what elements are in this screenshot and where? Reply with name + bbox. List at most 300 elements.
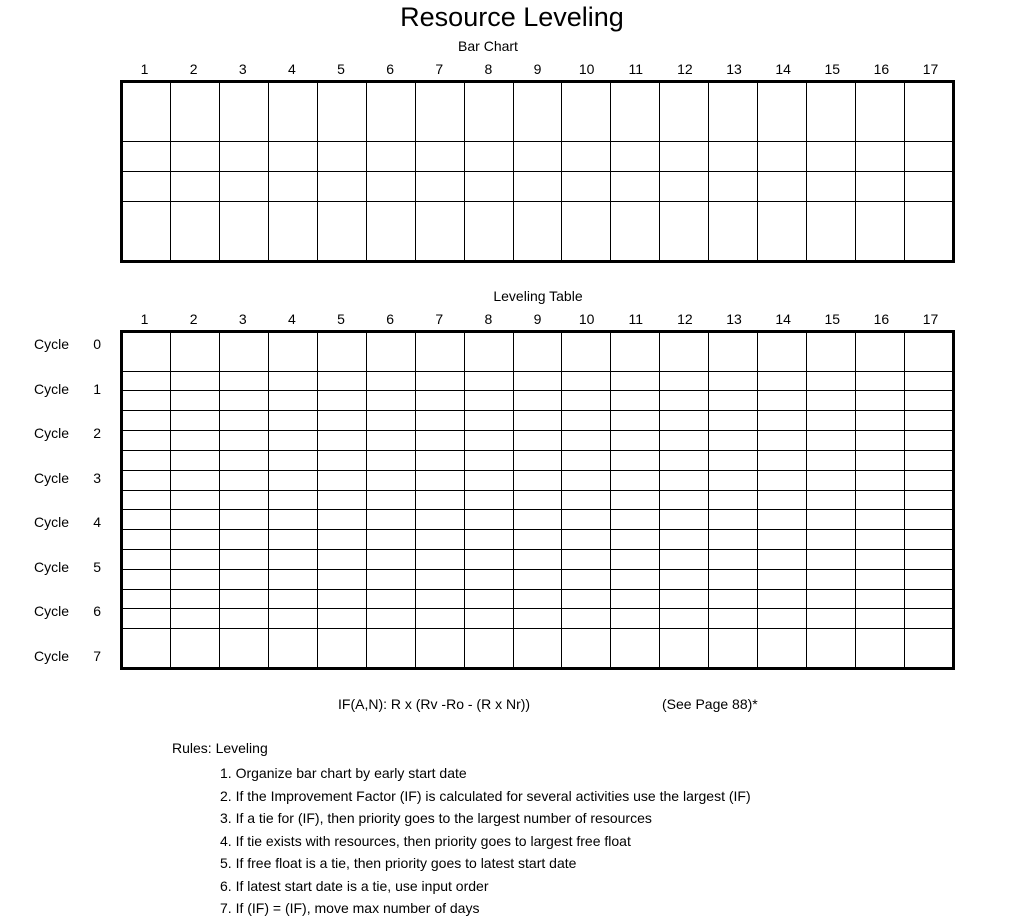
bar-chart-cell[interactable]	[758, 82, 807, 142]
leveling-table-cell[interactable]	[758, 332, 807, 372]
leveling-table-cell[interactable]	[268, 549, 317, 569]
leveling-table-cell[interactable]	[856, 470, 905, 490]
leveling-table-cell[interactable]	[905, 371, 954, 391]
leveling-table-cell[interactable]	[856, 450, 905, 470]
leveling-table-cell[interactable]	[807, 510, 856, 530]
leveling-table-cell[interactable]	[366, 569, 415, 589]
leveling-table-cell[interactable]	[268, 450, 317, 470]
leveling-table-cell[interactable]	[905, 510, 954, 530]
leveling-table-cell[interactable]	[415, 371, 464, 391]
leveling-table-cell[interactable]	[170, 589, 219, 609]
leveling-table-cell[interactable]	[366, 470, 415, 490]
leveling-table-cell[interactable]	[660, 431, 709, 451]
leveling-table-cell[interactable]	[464, 411, 513, 431]
bar-chart-cell[interactable]	[122, 142, 171, 172]
bar-chart-cell[interactable]	[464, 202, 513, 262]
leveling-table-cell[interactable]	[317, 530, 366, 550]
bar-chart-cell[interactable]	[513, 82, 562, 142]
leveling-table-cell[interactable]	[268, 431, 317, 451]
leveling-table-cell[interactable]	[660, 391, 709, 411]
leveling-table-cell[interactable]	[807, 411, 856, 431]
leveling-table-cell[interactable]	[807, 470, 856, 490]
leveling-table-cell[interactable]	[758, 490, 807, 510]
leveling-table-cell[interactable]	[611, 371, 660, 391]
leveling-table-cell[interactable]	[219, 431, 268, 451]
leveling-table-cell[interactable]	[122, 411, 171, 431]
leveling-table-cell[interactable]	[170, 530, 219, 550]
leveling-table-cell[interactable]	[415, 589, 464, 609]
leveling-table-cell[interactable]	[366, 431, 415, 451]
leveling-table-cell[interactable]	[366, 371, 415, 391]
leveling-table-cell[interactable]	[268, 470, 317, 490]
leveling-table-cell[interactable]	[709, 530, 758, 550]
leveling-table-cell[interactable]	[807, 371, 856, 391]
bar-chart-cell[interactable]	[415, 172, 464, 202]
leveling-table-cell[interactable]	[219, 569, 268, 589]
leveling-table-cell[interactable]	[856, 549, 905, 569]
leveling-table-cell[interactable]	[122, 371, 171, 391]
leveling-table-cell[interactable]	[758, 569, 807, 589]
leveling-table-cell[interactable]	[758, 549, 807, 569]
leveling-table-cell[interactable]	[660, 510, 709, 530]
leveling-table-cell[interactable]	[415, 629, 464, 669]
bar-chart-cell[interactable]	[219, 202, 268, 262]
leveling-table-cell[interactable]	[317, 411, 366, 431]
leveling-table-cell[interactable]	[709, 371, 758, 391]
leveling-table-cell[interactable]	[317, 371, 366, 391]
leveling-table-cell[interactable]	[562, 431, 611, 451]
leveling-table-cell[interactable]	[660, 371, 709, 391]
leveling-table-cell[interactable]	[905, 530, 954, 550]
leveling-table-cell[interactable]	[268, 411, 317, 431]
leveling-table-cell[interactable]	[758, 431, 807, 451]
leveling-table-cell[interactable]	[611, 431, 660, 451]
leveling-table-cell[interactable]	[219, 510, 268, 530]
bar-chart-cell[interactable]	[856, 82, 905, 142]
leveling-table-cell[interactable]	[415, 609, 464, 629]
bar-chart-cell[interactable]	[709, 172, 758, 202]
leveling-table-cell[interactable]	[464, 391, 513, 411]
leveling-table-cell[interactable]	[807, 391, 856, 411]
leveling-table-cell[interactable]	[464, 569, 513, 589]
leveling-table-cell[interactable]	[219, 609, 268, 629]
leveling-table-cell[interactable]	[856, 332, 905, 372]
bar-chart-cell[interactable]	[562, 82, 611, 142]
bar-chart-cell[interactable]	[317, 172, 366, 202]
leveling-table-cell[interactable]	[268, 629, 317, 669]
leveling-table-cell[interactable]	[709, 609, 758, 629]
bar-chart-cell[interactable]	[562, 202, 611, 262]
leveling-table-cell[interactable]	[415, 470, 464, 490]
leveling-table-cell[interactable]	[366, 411, 415, 431]
leveling-table-cell[interactable]	[170, 470, 219, 490]
leveling-table-cell[interactable]	[856, 411, 905, 431]
leveling-table-cell[interactable]	[464, 332, 513, 372]
bar-chart-cell[interactable]	[758, 172, 807, 202]
leveling-table-cell[interactable]	[562, 629, 611, 669]
leveling-table-cell[interactable]	[905, 450, 954, 470]
leveling-table-cell[interactable]	[170, 609, 219, 629]
leveling-table-cell[interactable]	[268, 371, 317, 391]
leveling-table-cell[interactable]	[660, 549, 709, 569]
leveling-table-cell[interactable]	[122, 391, 171, 411]
bar-chart-cell[interactable]	[611, 142, 660, 172]
leveling-table-cell[interactable]	[562, 490, 611, 510]
bar-chart-cell[interactable]	[905, 172, 954, 202]
bar-chart-cell[interactable]	[562, 172, 611, 202]
leveling-table-cell[interactable]	[317, 609, 366, 629]
bar-chart-cell[interactable]	[170, 172, 219, 202]
leveling-table-cell[interactable]	[513, 391, 562, 411]
leveling-table-cell[interactable]	[709, 490, 758, 510]
leveling-table-cell[interactable]	[366, 332, 415, 372]
bar-chart-cell[interactable]	[317, 142, 366, 172]
leveling-table-cell[interactable]	[807, 609, 856, 629]
bar-chart-cell[interactable]	[317, 82, 366, 142]
bar-chart-cell[interactable]	[611, 82, 660, 142]
leveling-table-cell[interactable]	[464, 371, 513, 391]
leveling-table-cell[interactable]	[807, 332, 856, 372]
leveling-table-cell[interactable]	[219, 371, 268, 391]
leveling-table-cell[interactable]	[317, 510, 366, 530]
leveling-table-cell[interactable]	[709, 391, 758, 411]
leveling-table-cell[interactable]	[709, 450, 758, 470]
leveling-table-cell[interactable]	[170, 629, 219, 669]
leveling-table-cell[interactable]	[219, 450, 268, 470]
leveling-table-cell[interactable]	[513, 589, 562, 609]
bar-chart-cell[interactable]	[219, 142, 268, 172]
leveling-table-cell[interactable]	[562, 450, 611, 470]
leveling-table-cell[interactable]	[268, 609, 317, 629]
bar-chart-cell[interactable]	[415, 202, 464, 262]
leveling-table-cell[interactable]	[905, 549, 954, 569]
leveling-table-cell[interactable]	[366, 450, 415, 470]
leveling-table-cell[interactable]	[660, 589, 709, 609]
leveling-table-cell[interactable]	[709, 332, 758, 372]
leveling-table-cell[interactable]	[317, 470, 366, 490]
bar-chart-cell[interactable]	[562, 142, 611, 172]
leveling-table-cell[interactable]	[219, 332, 268, 372]
leveling-table-cell[interactable]	[758, 609, 807, 629]
bar-chart-cell[interactable]	[758, 202, 807, 262]
leveling-table-cell[interactable]	[122, 470, 171, 490]
leveling-table-cell[interactable]	[758, 530, 807, 550]
leveling-table-cell[interactable]	[660, 569, 709, 589]
leveling-table-cell[interactable]	[513, 629, 562, 669]
bar-chart-cell[interactable]	[122, 172, 171, 202]
bar-chart-cell[interactable]	[513, 202, 562, 262]
leveling-table-cell[interactable]	[366, 609, 415, 629]
leveling-table-cell[interactable]	[513, 490, 562, 510]
bar-chart-cell[interactable]	[122, 82, 171, 142]
bar-chart-cell[interactable]	[415, 82, 464, 142]
leveling-table-cell[interactable]	[415, 490, 464, 510]
leveling-table-cell[interactable]	[856, 371, 905, 391]
leveling-table-cell[interactable]	[122, 490, 171, 510]
leveling-table-cell[interactable]	[758, 450, 807, 470]
leveling-table-cell[interactable]	[170, 490, 219, 510]
leveling-table-cell[interactable]	[562, 371, 611, 391]
leveling-table-cell[interactable]	[122, 530, 171, 550]
leveling-table-cell[interactable]	[464, 490, 513, 510]
bar-chart-cell[interactable]	[268, 202, 317, 262]
bar-chart-cell[interactable]	[660, 82, 709, 142]
leveling-table-cell[interactable]	[317, 549, 366, 569]
leveling-table-cell[interactable]	[513, 332, 562, 372]
leveling-table-cell[interactable]	[170, 510, 219, 530]
leveling-table-cell[interactable]	[268, 332, 317, 372]
leveling-table-cell[interactable]	[170, 450, 219, 470]
leveling-table-cell[interactable]	[122, 569, 171, 589]
leveling-table-cell[interactable]	[758, 411, 807, 431]
leveling-table-cell[interactable]	[611, 470, 660, 490]
bar-chart-cell[interactable]	[268, 82, 317, 142]
leveling-table-cell[interactable]	[122, 431, 171, 451]
leveling-table-cell[interactable]	[513, 530, 562, 550]
bar-chart-cell[interactable]	[317, 202, 366, 262]
leveling-table-cell[interactable]	[905, 470, 954, 490]
leveling-table-cell[interactable]	[268, 391, 317, 411]
leveling-table-cell[interactable]	[562, 549, 611, 569]
leveling-table-cell[interactable]	[709, 629, 758, 669]
bar-chart-cell[interactable]	[807, 82, 856, 142]
leveling-table-cell[interactable]	[366, 549, 415, 569]
bar-chart-cell[interactable]	[709, 202, 758, 262]
bar-chart-cell[interactable]	[122, 202, 171, 262]
leveling-table-cell[interactable]	[611, 332, 660, 372]
bar-chart-cell[interactable]	[219, 172, 268, 202]
bar-chart-cell[interactable]	[709, 82, 758, 142]
bar-chart-cell[interactable]	[268, 142, 317, 172]
leveling-table-cell[interactable]	[170, 332, 219, 372]
leveling-table-cell[interactable]	[709, 549, 758, 569]
leveling-table-cell[interactable]	[660, 450, 709, 470]
leveling-table-cell[interactable]	[611, 629, 660, 669]
leveling-table-cell[interactable]	[170, 411, 219, 431]
leveling-table-cell[interactable]	[807, 490, 856, 510]
leveling-table-cell[interactable]	[415, 411, 464, 431]
leveling-table-cell[interactable]	[611, 609, 660, 629]
leveling-table-cell[interactable]	[219, 470, 268, 490]
leveling-table-cell[interactable]	[562, 332, 611, 372]
leveling-table-cell[interactable]	[611, 490, 660, 510]
leveling-table-cell[interactable]	[122, 450, 171, 470]
leveling-table-cell[interactable]	[856, 510, 905, 530]
leveling-table-cell[interactable]	[611, 530, 660, 550]
leveling-table-cell[interactable]	[366, 530, 415, 550]
leveling-table-cell[interactable]	[905, 411, 954, 431]
bar-chart-cell[interactable]	[905, 202, 954, 262]
leveling-table-cell[interactable]	[807, 450, 856, 470]
leveling-table-cell[interactable]	[807, 431, 856, 451]
leveling-table-cell[interactable]	[513, 431, 562, 451]
bar-chart-cell[interactable]	[660, 202, 709, 262]
leveling-table-cell[interactable]	[317, 569, 366, 589]
leveling-table-cell[interactable]	[856, 609, 905, 629]
leveling-table-cell[interactable]	[513, 569, 562, 589]
leveling-table-cell[interactable]	[660, 490, 709, 510]
leveling-table-cell[interactable]	[562, 510, 611, 530]
leveling-table-cell[interactable]	[709, 510, 758, 530]
bar-chart-cell[interactable]	[366, 142, 415, 172]
leveling-table-cell[interactable]	[268, 530, 317, 550]
leveling-table-cell[interactable]	[856, 629, 905, 669]
leveling-table-cell[interactable]	[905, 609, 954, 629]
leveling-table-cell[interactable]	[611, 510, 660, 530]
leveling-table-cell[interactable]	[122, 629, 171, 669]
leveling-table-cell[interactable]	[513, 470, 562, 490]
leveling-table-cell[interactable]	[807, 569, 856, 589]
leveling-table-cell[interactable]	[366, 490, 415, 510]
leveling-table-cell[interactable]	[219, 391, 268, 411]
leveling-table-cell[interactable]	[219, 530, 268, 550]
leveling-table-cell[interactable]	[611, 569, 660, 589]
leveling-table-cell[interactable]	[122, 609, 171, 629]
leveling-table-cell[interactable]	[758, 371, 807, 391]
bar-chart-cell[interactable]	[513, 142, 562, 172]
bar-chart-cell[interactable]	[660, 142, 709, 172]
bar-chart-cell[interactable]	[464, 172, 513, 202]
leveling-table-cell[interactable]	[268, 569, 317, 589]
leveling-table-cell[interactable]	[170, 569, 219, 589]
bar-chart-cell[interactable]	[807, 172, 856, 202]
leveling-table-cell[interactable]	[758, 391, 807, 411]
leveling-table-cell[interactable]	[122, 510, 171, 530]
leveling-table-cell[interactable]	[513, 450, 562, 470]
leveling-table-cell[interactable]	[415, 431, 464, 451]
leveling-table-cell[interactable]	[170, 371, 219, 391]
bar-chart-cell[interactable]	[856, 172, 905, 202]
leveling-table-cell[interactable]	[709, 589, 758, 609]
leveling-table-cell[interactable]	[562, 470, 611, 490]
leveling-table-cell[interactable]	[807, 629, 856, 669]
leveling-table-cell[interactable]	[709, 470, 758, 490]
leveling-table-cell[interactable]	[366, 510, 415, 530]
bar-chart-cell[interactable]	[366, 82, 415, 142]
leveling-table-cell[interactable]	[219, 490, 268, 510]
leveling-table-cell[interactable]	[611, 411, 660, 431]
leveling-table-cell[interactable]	[464, 510, 513, 530]
leveling-table-cell[interactable]	[905, 629, 954, 669]
leveling-table-cell[interactable]	[366, 589, 415, 609]
leveling-table-cell[interactable]	[905, 589, 954, 609]
leveling-table-cell[interactable]	[856, 391, 905, 411]
leveling-table-cell[interactable]	[856, 530, 905, 550]
leveling-table-cell[interactable]	[415, 450, 464, 470]
leveling-table-cell[interactable]	[758, 510, 807, 530]
leveling-table-cell[interactable]	[562, 391, 611, 411]
leveling-table-cell[interactable]	[807, 549, 856, 569]
leveling-table-cell[interactable]	[366, 629, 415, 669]
leveling-table-cell[interactable]	[415, 332, 464, 372]
bar-chart-cell[interactable]	[709, 142, 758, 172]
bar-chart-cell[interactable]	[513, 172, 562, 202]
leveling-table-cell[interactable]	[219, 549, 268, 569]
bar-chart-cell[interactable]	[170, 142, 219, 172]
leveling-table-cell[interactable]	[905, 569, 954, 589]
leveling-table-cell[interactable]	[317, 629, 366, 669]
leveling-table-cell[interactable]	[415, 391, 464, 411]
leveling-table-cell[interactable]	[856, 569, 905, 589]
leveling-table-cell[interactable]	[268, 510, 317, 530]
leveling-table-cell[interactable]	[905, 391, 954, 411]
leveling-table-cell[interactable]	[611, 391, 660, 411]
bar-chart-cell[interactable]	[660, 172, 709, 202]
leveling-table-cell[interactable]	[317, 589, 366, 609]
leveling-table-cell[interactable]	[758, 589, 807, 609]
leveling-table-cell[interactable]	[562, 589, 611, 609]
leveling-table-cell[interactable]	[219, 411, 268, 431]
leveling-table-cell[interactable]	[905, 431, 954, 451]
leveling-table-cell[interactable]	[905, 332, 954, 372]
bar-chart-cell[interactable]	[366, 202, 415, 262]
leveling-table-cell[interactable]	[317, 450, 366, 470]
leveling-table-cell[interactable]	[415, 549, 464, 569]
leveling-table-cell[interactable]	[464, 609, 513, 629]
leveling-table-cell[interactable]	[513, 371, 562, 391]
leveling-table-cell[interactable]	[709, 431, 758, 451]
leveling-table-cell[interactable]	[219, 629, 268, 669]
leveling-table-cell[interactable]	[513, 510, 562, 530]
leveling-table-cell[interactable]	[464, 470, 513, 490]
bar-chart-cell[interactable]	[856, 202, 905, 262]
leveling-table-cell[interactable]	[464, 450, 513, 470]
bar-chart-cell[interactable]	[366, 172, 415, 202]
leveling-table-cell[interactable]	[122, 589, 171, 609]
bar-chart-cell[interactable]	[807, 142, 856, 172]
bar-chart-cell[interactable]	[611, 172, 660, 202]
leveling-table-cell[interactable]	[562, 411, 611, 431]
leveling-table-cell[interactable]	[464, 589, 513, 609]
leveling-table-cell[interactable]	[660, 332, 709, 372]
bar-chart-cell[interactable]	[905, 142, 954, 172]
leveling-table-cell[interactable]	[513, 411, 562, 431]
leveling-table-cell[interactable]	[905, 490, 954, 510]
leveling-table-cell[interactable]	[513, 549, 562, 569]
leveling-table-cell[interactable]	[170, 391, 219, 411]
leveling-table-cell[interactable]	[170, 431, 219, 451]
leveling-table-cell[interactable]	[660, 609, 709, 629]
leveling-table-cell[interactable]	[807, 530, 856, 550]
leveling-table-cell[interactable]	[709, 411, 758, 431]
bar-chart-cell[interactable]	[464, 142, 513, 172]
leveling-table-cell[interactable]	[513, 609, 562, 629]
leveling-table-cell[interactable]	[317, 391, 366, 411]
leveling-table-cell[interactable]	[122, 332, 171, 372]
leveling-table-cell[interactable]	[856, 431, 905, 451]
leveling-table-cell[interactable]	[856, 490, 905, 510]
leveling-table-cell[interactable]	[464, 629, 513, 669]
bar-chart-cell[interactable]	[170, 202, 219, 262]
leveling-table-cell[interactable]	[660, 629, 709, 669]
leveling-table-cell[interactable]	[317, 431, 366, 451]
leveling-table-cell[interactable]	[415, 569, 464, 589]
leveling-table-cell[interactable]	[219, 589, 268, 609]
leveling-table-cell[interactable]	[415, 530, 464, 550]
leveling-table-cell[interactable]	[611, 549, 660, 569]
leveling-table-cell[interactable]	[464, 431, 513, 451]
leveling-table-cell[interactable]	[758, 470, 807, 490]
leveling-table-cell[interactable]	[268, 589, 317, 609]
bar-chart-cell[interactable]	[611, 202, 660, 262]
bar-chart-cell[interactable]	[415, 142, 464, 172]
bar-chart-cell[interactable]	[758, 142, 807, 172]
leveling-table-cell[interactable]	[611, 589, 660, 609]
leveling-table-cell[interactable]	[170, 549, 219, 569]
leveling-table-cell[interactable]	[366, 391, 415, 411]
bar-chart-cell[interactable]	[219, 82, 268, 142]
leveling-table-cell[interactable]	[464, 530, 513, 550]
